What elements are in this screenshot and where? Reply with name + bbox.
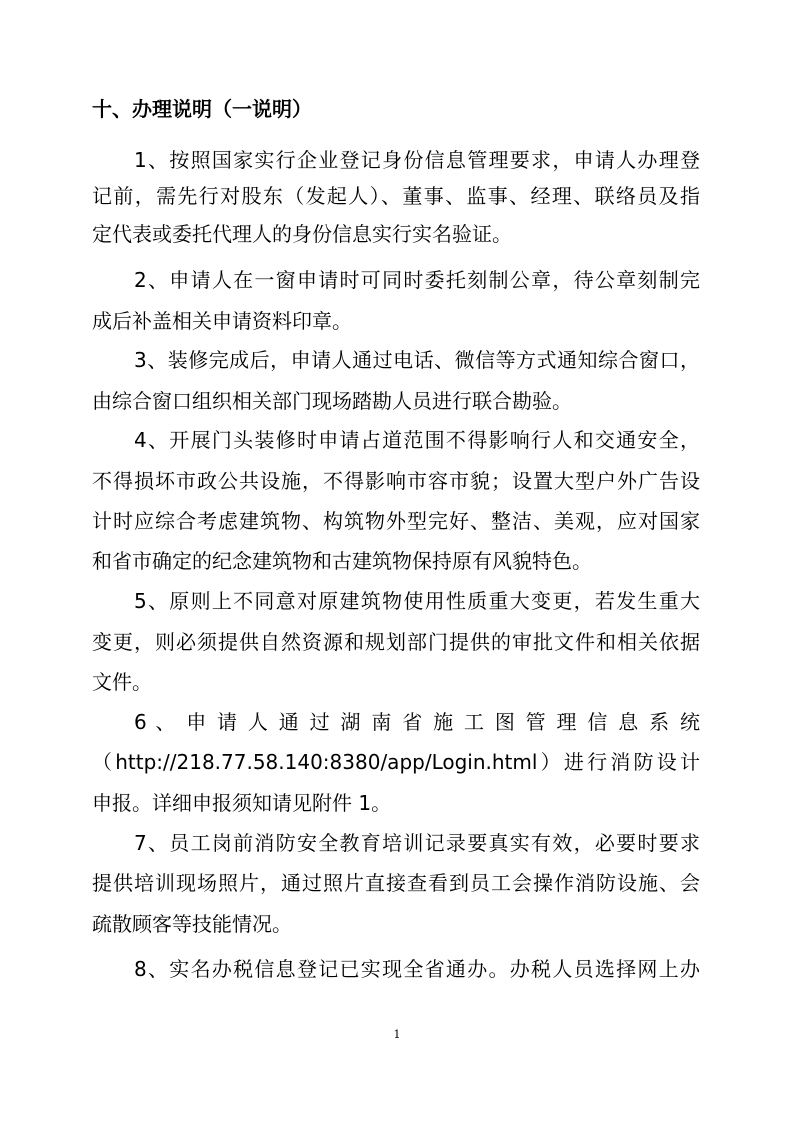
paragraph-3-line-2: 由综合窗口组织相关部门现场踏勘人员进行联合勘验。 [92,389,572,413]
paragraph-1-line-2: 记前，需先行对股东（发起人）、董事、监事、经理、联络员及指 [92,184,700,208]
paragraph-8-line-1: 8、实名办税信息登记已实现全省通办。办税人员选择网上办 [134,957,700,981]
paragraph-6-line-3: 申报。详细申报须知请见附件 1。 [92,791,392,815]
paragraph-2-line-2: 成后补盖相关申请资料印章。 [92,309,352,333]
paragraph-5-line-3: 文件。 [92,670,152,694]
paragraph-1-line-1: 1、按照国家实行企业登记身份信息管理要求，申请人办理登 [134,148,700,172]
paragraph-7-line-3: 疏散顾客等技能情况。 [92,912,292,936]
paragraph-7-line-1: 7、员工岗前消防安全教育培训记录要真实有效，必要时要求 [134,831,700,855]
paragraph-7-line-2: 提供培训现场照片，通过照片直接查看到员工会操作消防设施、会 [92,871,700,895]
paragraph-2-line-1: 2、申请人在一窗申请时可同时委托刻制公章，待公章刻制完 [134,268,700,292]
page-number: 1 [393,1028,401,1041]
paragraph-1-line-3: 定代表或委托代理人的身份信息实行实名验证。 [92,222,512,246]
paragraph-4-line-2: 不得损坏市政公共设施，不得影响市容市貌；设置大型户外广告设 [92,469,700,493]
paragraph-6-line-1: 6 、 申 请 人 通 过 湖 南 省 施 工 图 管 理 信 息 系 统 [134,710,700,734]
section-heading: 十、办理说明（一说明） [92,97,312,121]
paragraph-5-line-2: 变更，则必须提供自然资源和规划部门提供的审批文件和相关依据 [92,630,700,654]
paragraph-3-line-1: 3、装修完成后，申请人通过电话、微信等方式通知综合窗口， [134,348,700,372]
paragraph-6-line-2: （http://218.77.58.140:8380/app/Login.html）进行消防设计 [92,750,700,774]
paragraph-4-line-1: 4、开展门头装修时申请占道范围不得影响行人和交通安全， [134,428,700,452]
paragraph-4-line-3: 计时应综合考虑建筑物、构筑物外型完好、整洁、美观，应对国家 [92,509,700,533]
paragraph-5-line-1: 5、原则上不同意对原建筑物使用性质重大变更，若发生重大 [134,589,700,613]
paragraph-4-line-4: 和省市确定的纪念建筑物和古建筑物保持原有风貌特色。 [92,549,592,573]
